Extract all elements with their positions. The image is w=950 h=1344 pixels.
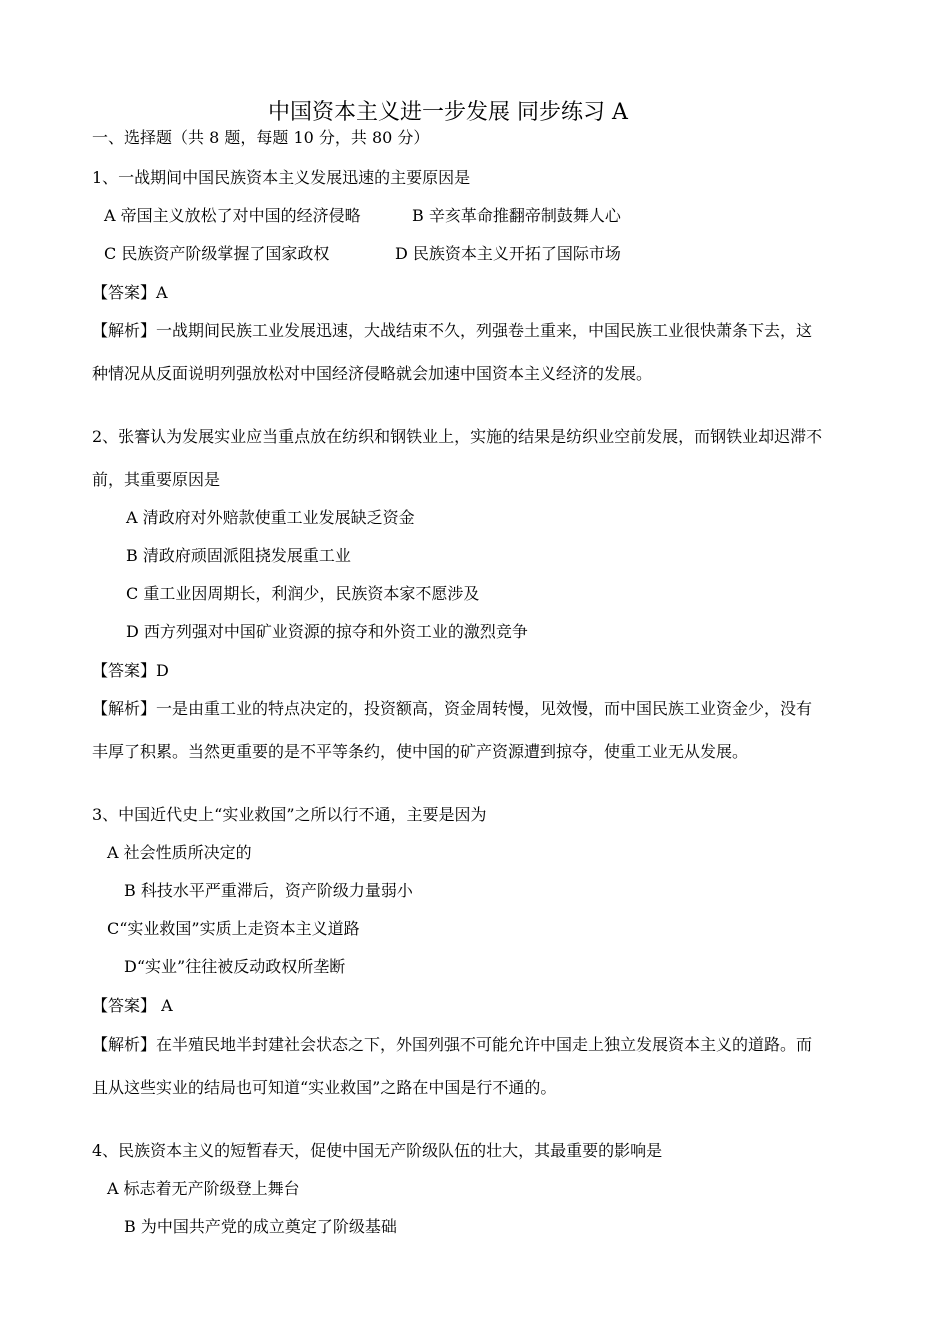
question-1-answer: 【答案】A	[92, 283, 168, 302]
page-title: 中国资本主义进一步发展 同步练习 A	[268, 100, 628, 125]
question-1-analysis-line-2: 种情况从反面说明列强放松对中国经济侵略就会加速中国资本主义经济的发展。	[92, 364, 653, 383]
question-2-option-a: A 清政府对外赔款使重工业发展缺乏资金	[126, 508, 415, 527]
question-2-option-b: B 清政府顽固派阻挠发展重工业	[126, 546, 351, 565]
question-3-option-b: B 科技水平严重滞后，资产阶级力量弱小	[124, 881, 413, 900]
question-3-option-c: C“实业救国”实质上走资本主义道路	[107, 919, 360, 938]
question-2-stem-line-2: 前，其重要原因是	[92, 470, 221, 489]
question-4-option-b: B 为中国共产党的成立奠定了阶级基础	[124, 1217, 397, 1236]
question-1-analysis-line-1: 【解析】一战期间民族工业发展迅速，大战结束不久，列强卷土重来，中国民族工业很快萧条下去，这	[92, 321, 813, 340]
question-3-option-d: D“实业”往往被反动政权所垄断	[124, 957, 346, 976]
question-2-analysis-line-2: 丰厚了积累。当然更重要的是不平等条约，使中国的矿产资源遭到掠夺，使重工业无从发展。	[92, 742, 749, 761]
question-2-option-d: D 西方列强对中国矿业资源的掠夺和外资工业的激烈竞争	[126, 622, 528, 641]
question-1-option-d: D 民族资本主义开拓了国际市场	[395, 244, 621, 263]
question-1-stem: 1、一战期间中国民族资本主义发展迅速的主要原因是	[92, 168, 471, 187]
question-2-stem-line-1: 2、张謇认为发展实业应当重点放在纺织和钢铁业上，实施的结果是纺织业空前发展，而钢铁业却迟滞不	[92, 427, 823, 446]
question-4-stem: 4、民族资本主义的短暂春天，促使中国无产阶级队伍的壮大，其最重要的影响是	[92, 1141, 663, 1160]
question-3-analysis-line-1: 【解析】在半殖民地半封建社会状态之下，外国列强不可能允许中国走上独立发展资本主义的道路。而	[92, 1035, 813, 1054]
question-2-option-c: C 重工业因周期长，利润少，民族资本家不愿涉及	[126, 584, 480, 603]
question-2-answer: 【答案】D	[92, 661, 169, 680]
question-1-option-a: A 帝国主义放松了对中国的经济侵略	[104, 206, 361, 225]
question-1-option-c: C 民族资产阶级掌握了国家政权	[104, 244, 330, 263]
question-3-answer: 【答案】 A	[92, 996, 173, 1015]
question-4-option-a: A 标志着无产阶级登上舞台	[107, 1179, 300, 1198]
question-3-analysis-line-2: 且从这些实业的结局也可知道“实业救国”之路在中国是行不通的。	[92, 1078, 557, 1097]
question-1-option-b: B 辛亥革命推翻帝制鼓舞人心	[412, 206, 621, 225]
question-2-analysis-line-1: 【解析】一是由重工业的特点决定的，投资额高，资金周转慢，见效慢，而中国民族工业资金少，没有	[92, 699, 813, 718]
question-3-stem: 3、中国近代史上“实业救国”之所以行不通，主要是因为	[92, 805, 487, 824]
question-3-option-a: A 社会性质所决定的	[107, 843, 252, 862]
section-heading: 一、选择题（共 8 题，每题 10 分，共 80 分）	[92, 128, 430, 147]
